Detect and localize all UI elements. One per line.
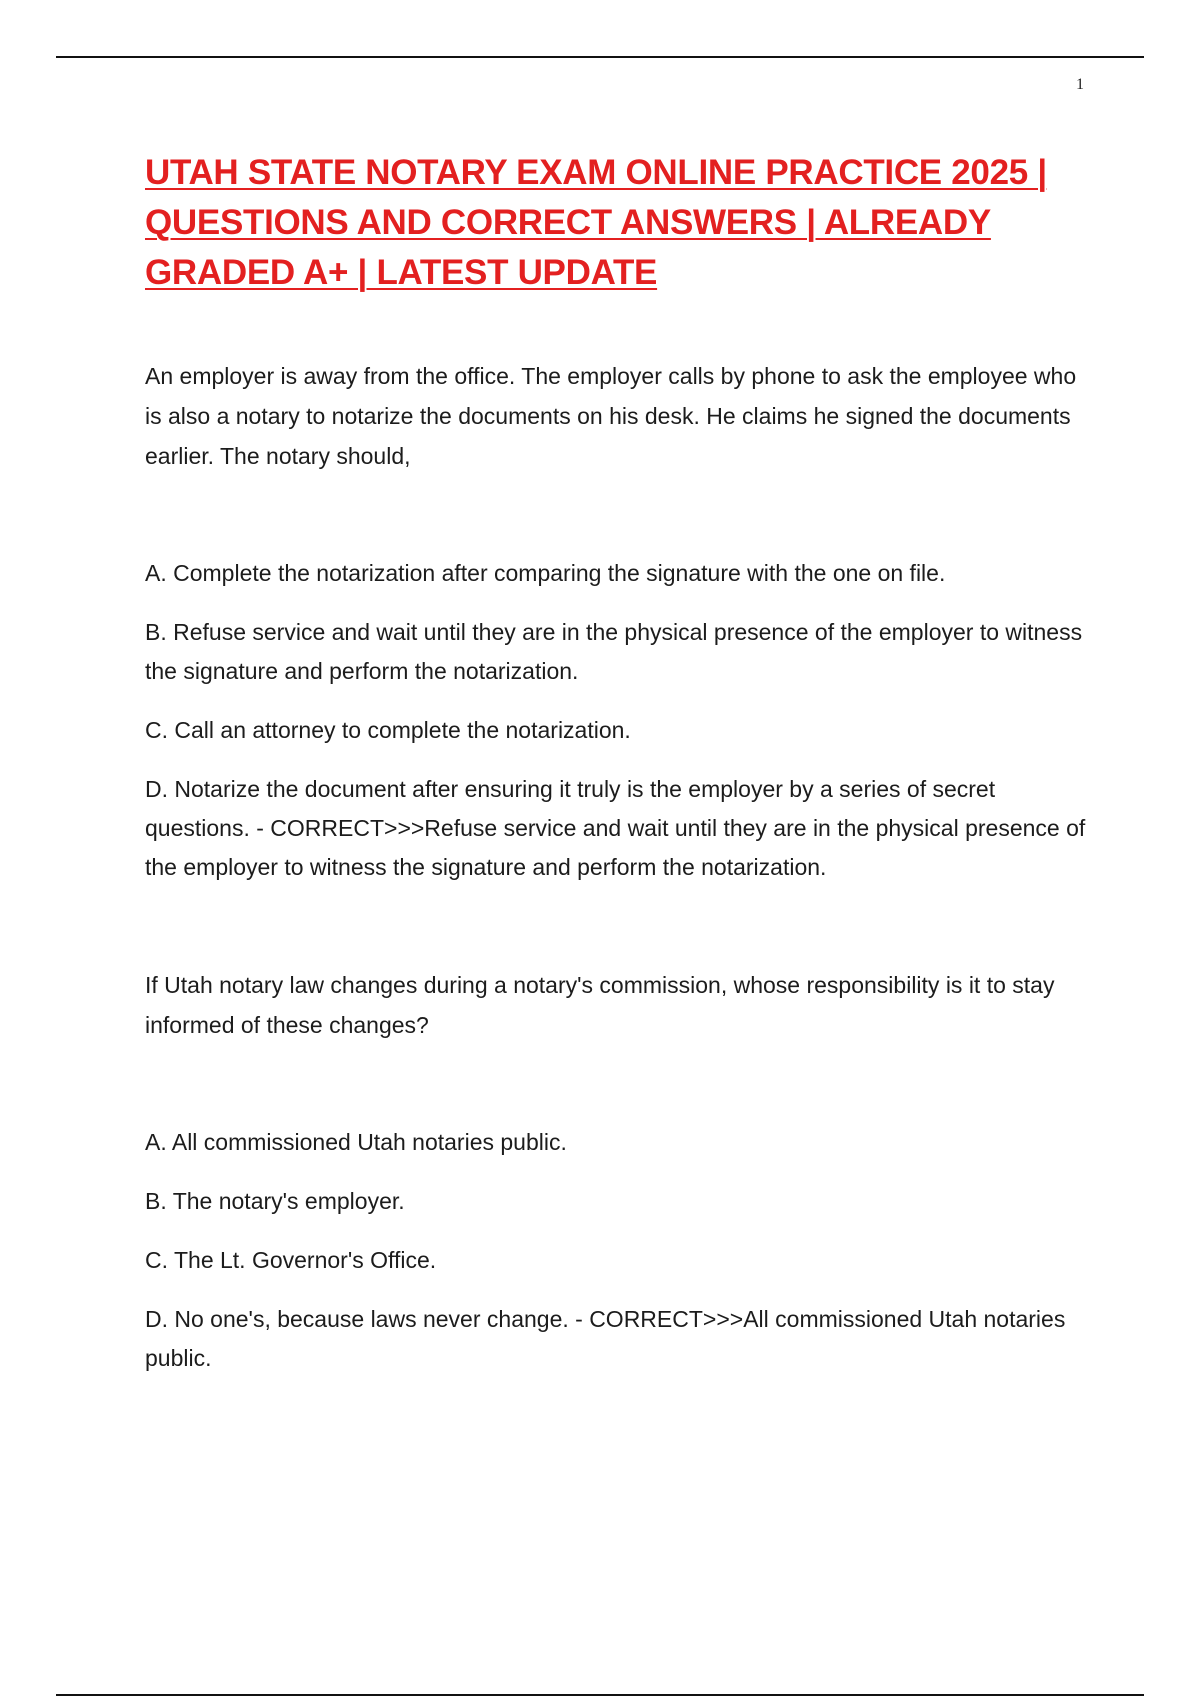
answer-options — [145, 1123, 1095, 1378]
header-rule — [56, 56, 1144, 58]
title-line-3: GRADED A+ | LATEST UPDATE — [145, 253, 658, 292]
question-text: If Utah notary law changes during a notary's commission, whose responsibility is it to stay informed of these changes? — [145, 972, 1055, 1038]
answer-option-c: C. The Lt. Governor's Office. — [145, 1247, 437, 1273]
question-text: An employer is away from the office. The employer calls by phone to ask the employee who is also a notary to notarize the documents on his desk. He claims he signed the documents earlier. The notary should, — [145, 363, 1077, 469]
question-block-2 — [145, 965, 1095, 1378]
document-body — [145, 148, 1095, 1398]
title-line-2: QUESTIONS AND CORRECT ANSWERS | ALREADY — [145, 203, 991, 242]
answer-option-b: B. Refuse service and wait until they are in the physical presence of the employer to witness the signature and perform the notarization. — [145, 619, 1083, 684]
answer-option-a: A. All commissioned Utah notaries public. — [145, 1129, 567, 1155]
answer-option-c: C. Call an attorney to complete the notarization. — [145, 717, 631, 743]
answer-option-a: A. Complete the notarization after comparing the signature with the one on file. — [145, 560, 946, 586]
page-number: 1 — [1076, 76, 1084, 93]
answer-options — [145, 554, 1095, 887]
answer-option-d: D. Notarize the document after ensuring it truly is the employer by a series of secret questions. - CORRECT>>>Refuse service and wait until they are in the physical presence of the employer to witness the signature and perform the notarization. — [145, 776, 1086, 880]
footer-rule — [56, 1694, 1144, 1696]
question-block-1 — [145, 356, 1095, 887]
answer-option-d: D. No one's, because laws never change. - CORRECT>>>All commissioned Utah notaries public. — [145, 1306, 1066, 1371]
document-title — [145, 148, 1095, 298]
answer-option-b: B. The notary's employer. — [145, 1188, 405, 1214]
title-line-1: UTAH STATE NOTARY EXAM ONLINE PRACTICE 2025 | — [145, 153, 1047, 192]
